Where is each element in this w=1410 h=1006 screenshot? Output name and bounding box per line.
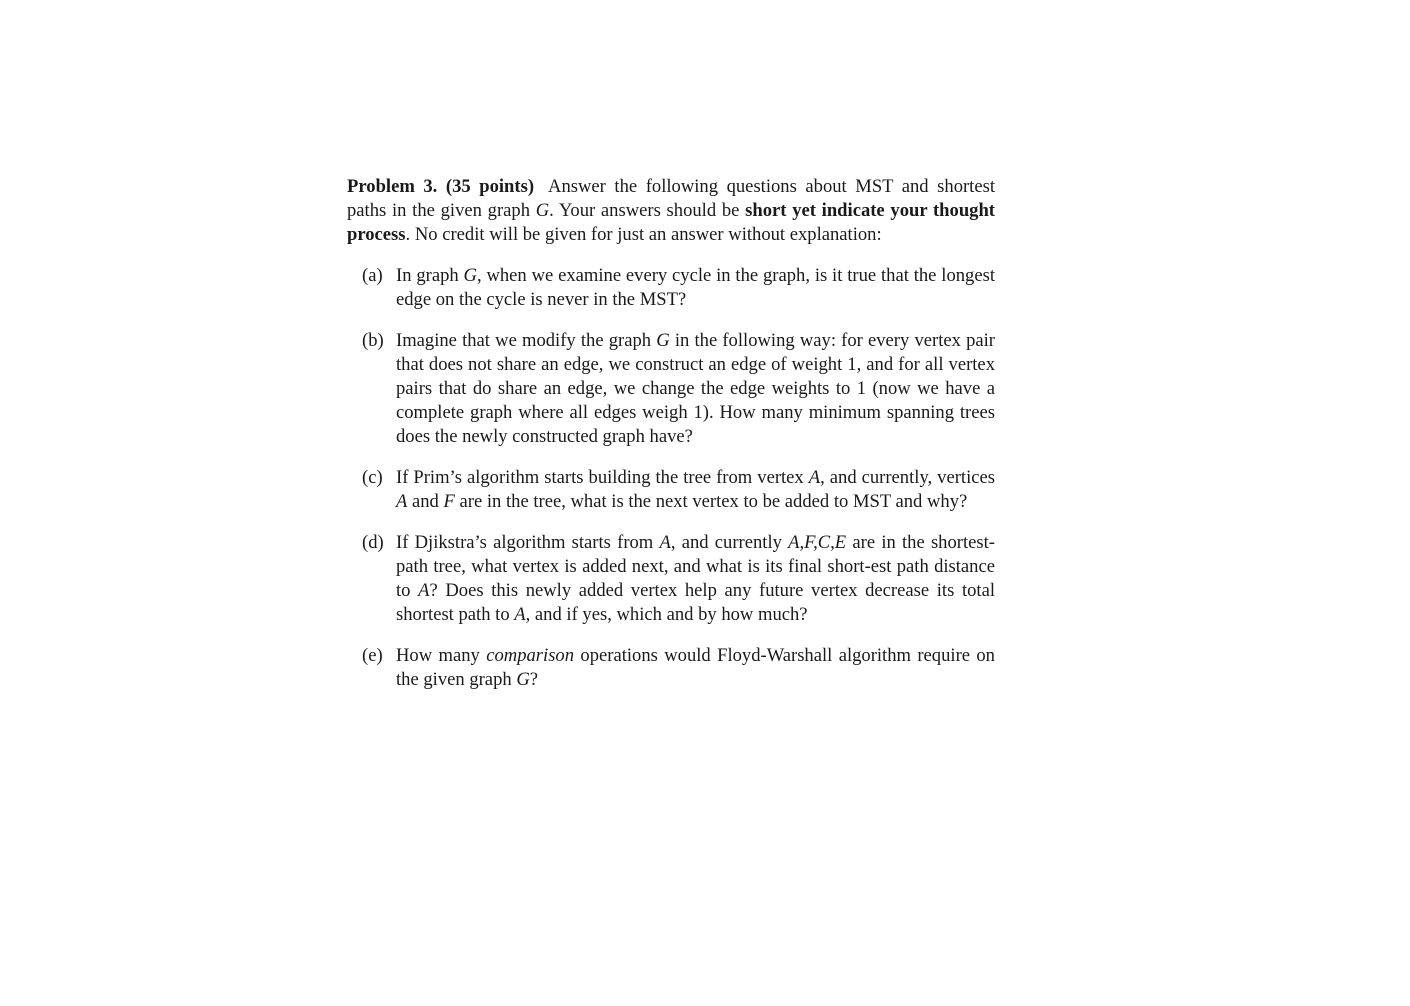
part-d-vertex-1: A: [659, 532, 671, 553]
part-a: [347, 264, 995, 312]
part-c-text-2: , and currently, vertices: [820, 467, 995, 488]
part-e: [347, 644, 995, 692]
intro-text-2: . Your answers should be: [549, 200, 746, 221]
part-e-text-2: operations would Floyd-Warshall algorithm require on the given graph: [396, 645, 995, 690]
part-b-text-1: Imagine that we modify the graph: [396, 330, 657, 351]
part-e-emphasis: comparison: [486, 645, 575, 666]
part-b-graph-symbol: G: [656, 330, 670, 351]
graph-symbol: G: [535, 200, 550, 221]
intro-text-1: Answer the following questions about MST and shortest paths in the given graph: [347, 176, 996, 221]
part-e-text-3: ?: [529, 669, 539, 690]
part-d-text-3: are in the shortest-path tree, what vertex is added next, and what is its final short-est path distance to: [396, 532, 995, 601]
part-a-label: (a): [362, 265, 383, 286]
part-c: [347, 466, 995, 514]
part-d-vertex-4: A: [514, 604, 526, 625]
part-a-graph-symbol: G: [463, 265, 477, 286]
part-c-label: (c): [362, 467, 383, 488]
part-d-text-1: If Djikstra’s algorithm starts from: [396, 532, 660, 553]
part-d-text-4: ? Does this newly added vertex help any future vertex decrease its total shortest path to: [396, 580, 995, 625]
part-a-text-1: In graph: [396, 265, 464, 286]
part-e-label: (e): [362, 645, 383, 666]
part-b-label: (b): [362, 330, 384, 351]
part-d-label: (d): [362, 532, 384, 553]
part-d-text-5: , and if yes, which and by how much?: [525, 604, 808, 625]
part-c-vertex-3: F: [443, 491, 455, 512]
part-d-vertex-3: A: [418, 580, 430, 601]
problem-parts-list: [347, 264, 995, 692]
part-c-vertex-2: A: [396, 491, 408, 512]
problem-page: [347, 175, 995, 709]
part-b: [347, 329, 995, 449]
part-c-text-3: and: [407, 491, 444, 512]
part-d: [347, 531, 995, 627]
part-d-vertex-set: A,F,C,E: [788, 532, 847, 553]
problem-intro: [347, 175, 995, 247]
part-c-text-4: are in the tree, what is the next vertex to be added to MST and why?: [454, 491, 968, 512]
part-c-text-1: If Prim’s algorithm starts building the tree from vertex: [396, 467, 809, 488]
part-d-text-2: , and currently: [670, 532, 789, 553]
part-c-vertex-1: A: [808, 467, 821, 488]
part-e-graph-symbol: G: [516, 669, 530, 690]
intro-bold-text: short yet indicate your thought process: [347, 200, 995, 245]
part-b-text-2: in the following way: for every vertex pair that does not share an edge, we construct an edge of weight 1, and for all vertex pairs that do share an edge, we change the edge weights to 1 (now we have a complete graph where all edges weigh 1). How many minimum spanning trees does the newly constructed graph have?: [396, 330, 995, 447]
problem-heading: Problem 3. (35 points): [347, 176, 535, 197]
intro-text-3: . No credit will be given for just an answer without explanation:: [405, 224, 882, 245]
part-a-text-2: , when we examine every cycle in the graph, is it true that the longest edge on the cycle is never in the MST?: [396, 265, 995, 310]
part-e-text-1: How many: [396, 645, 487, 666]
